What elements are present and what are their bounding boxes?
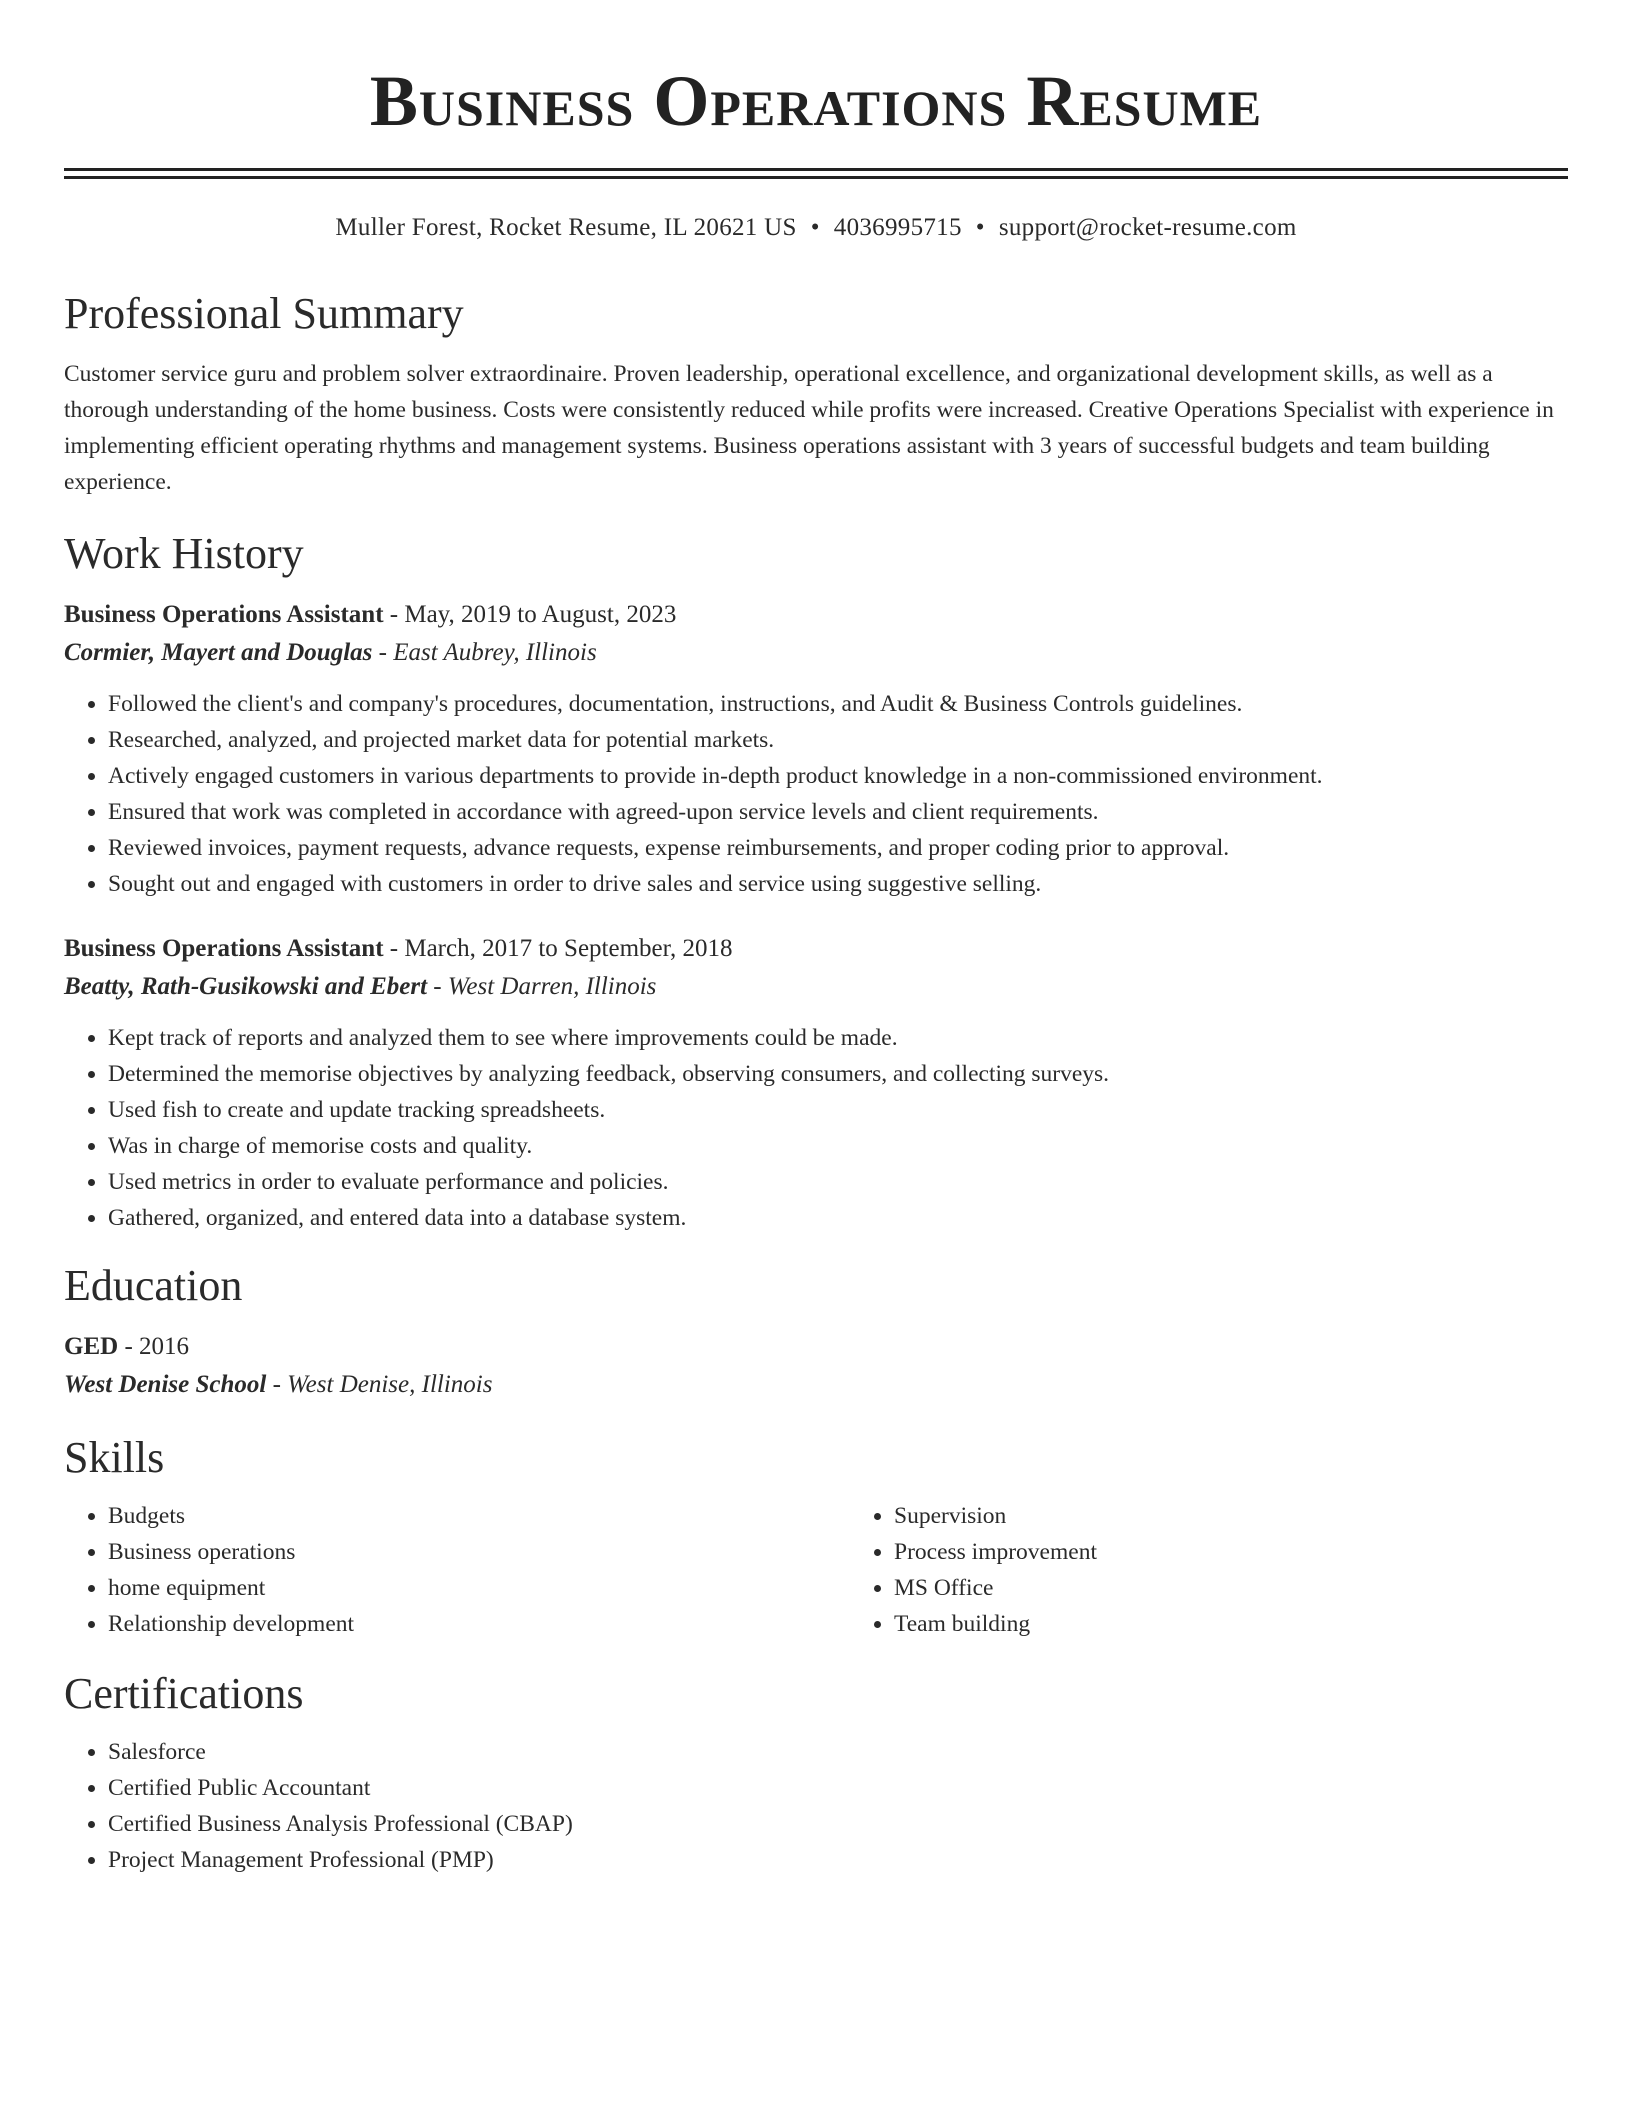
skills-grid	[64, 1498, 1568, 1642]
job-duties-list	[64, 686, 1568, 902]
contact-separator: •	[975, 214, 985, 241]
job-title-line	[64, 930, 1568, 968]
certification-item: • Project Management Professional (PMP)	[108, 1842, 1568, 1878]
education-section	[64, 1260, 1568, 1404]
school-location: - West Denise, Illinois	[266, 1371, 493, 1398]
job-duties-list	[64, 1020, 1568, 1236]
job-location: - East Aubrey, Illinois	[372, 639, 597, 666]
school-line	[64, 1366, 1568, 1404]
skill-item: • home equipment	[108, 1570, 850, 1606]
job-entry	[64, 930, 1568, 1236]
job-duty: • Researched, analyzed, and projected market data for potential markets.	[108, 722, 1568, 758]
job-dates: - May, 2019 to August, 2023	[383, 601, 677, 628]
contact-separator: •	[810, 214, 820, 241]
education-heading: Education	[64, 1261, 243, 1310]
job-duty: • Reviewed invoices, payment requests, advance requests, expense reimbursements, and proper coding prior to approval.	[108, 830, 1568, 866]
resume-title: Business Operations Resume	[369, 61, 1263, 141]
job-dates: - March, 2017 to September, 2018	[383, 935, 733, 962]
degree-line	[64, 1328, 1568, 1366]
skill-item: • Relationship development	[108, 1606, 850, 1642]
skills-section	[64, 1432, 1568, 1642]
skills-heading: Skills	[64, 1433, 165, 1482]
summary-section	[64, 288, 1568, 500]
certifications-heading: Certifications	[64, 1669, 304, 1718]
skills-list-left	[64, 1498, 850, 1642]
skill-item: • MS Office	[894, 1570, 1632, 1606]
contact-phone: 4036995715	[833, 214, 962, 241]
certifications-section	[64, 1668, 1568, 1878]
summary-heading: Professional Summary	[64, 289, 464, 338]
job-company: Cormier, Mayert and Douglas	[64, 639, 373, 666]
job-duty: • Kept track of reports and analyzed them to see where improvements could be made.	[108, 1020, 1568, 1056]
work-history-heading: Work History	[64, 529, 304, 578]
certification-item: • Salesforce	[108, 1734, 1568, 1770]
job-duty: • Ensured that work was completed in accordance with agreed-upon service levels and client requirements.	[108, 794, 1568, 830]
job-entry	[64, 596, 1568, 902]
job-title: Business Operations Assistant	[64, 935, 384, 962]
contact-line	[64, 213, 1568, 243]
degree: GED	[64, 1333, 119, 1360]
skill-item: • Team building	[894, 1606, 1632, 1642]
job-location: - West Darren, Illinois	[427, 973, 657, 1000]
school-name: West Denise School	[64, 1371, 267, 1398]
job-title: Business Operations Assistant	[64, 601, 384, 628]
job-duty: • Was in charge of memorise costs and quality.	[108, 1128, 1568, 1164]
job-company-line	[64, 968, 1568, 1006]
job-duty: • Used fish to create and update tracking spreadsheets.	[108, 1092, 1568, 1128]
job-duty: • Used metrics in order to evaluate performance and policies.	[108, 1164, 1568, 1200]
job-duty: • Followed the client's and company's procedures, documentation, instructions, and Audit & Business Controls guidelines.	[108, 686, 1568, 722]
job-company: Beatty, Rath-Gusikowski and Ebert	[64, 973, 428, 1000]
job-duty: • Sought out and engaged with customers in order to drive sales and service using suggestive selling.	[108, 866, 1568, 902]
education-entry	[64, 1328, 1568, 1404]
contact-email: support@rocket-resume.com	[998, 214, 1297, 241]
title-divider	[64, 168, 1568, 179]
job-company-line	[64, 634, 1568, 672]
job-duty: • Determined the memorise objectives by analyzing feedback, observing consumers, and collecting surveys.	[108, 1056, 1568, 1092]
skills-list-right	[850, 1498, 1632, 1642]
skill-item: • Process improvement	[894, 1534, 1632, 1570]
job-title-line	[64, 596, 1568, 634]
summary-text: Customer service guru and problem solver extraordinaire. Proven leadership, operational excellence, and organizational development skills, as well as a thorough understanding of the home business. Costs were consistently reduced while profits were increased. Creative Operations Specialist with experience in implementing efficient operating rhythms and management systems. Business operations assistant with 3 years of successful budgets and team building experience.	[64, 361, 1554, 495]
certification-item: • Certified Public Accountant	[108, 1770, 1568, 1806]
work-history-section	[64, 528, 1568, 1236]
skill-item: • Supervision	[894, 1498, 1632, 1534]
skill-item: • Business operations	[108, 1534, 850, 1570]
skill-item: • Budgets	[108, 1498, 850, 1534]
job-duty: • Actively engaged customers in various departments to provide in-depth product knowledge in a non-commissioned environment.	[108, 758, 1568, 794]
certification-item: • Certified Business Analysis Professional (CBAP)	[108, 1806, 1568, 1842]
degree-year: - 2016	[118, 1333, 190, 1360]
job-duty: • Gathered, organized, and entered data into a database system.	[108, 1200, 1568, 1236]
certifications-list	[64, 1734, 1568, 1878]
contact-address: Muller Forest, Rocket Resume, IL 20621 US	[335, 214, 797, 241]
